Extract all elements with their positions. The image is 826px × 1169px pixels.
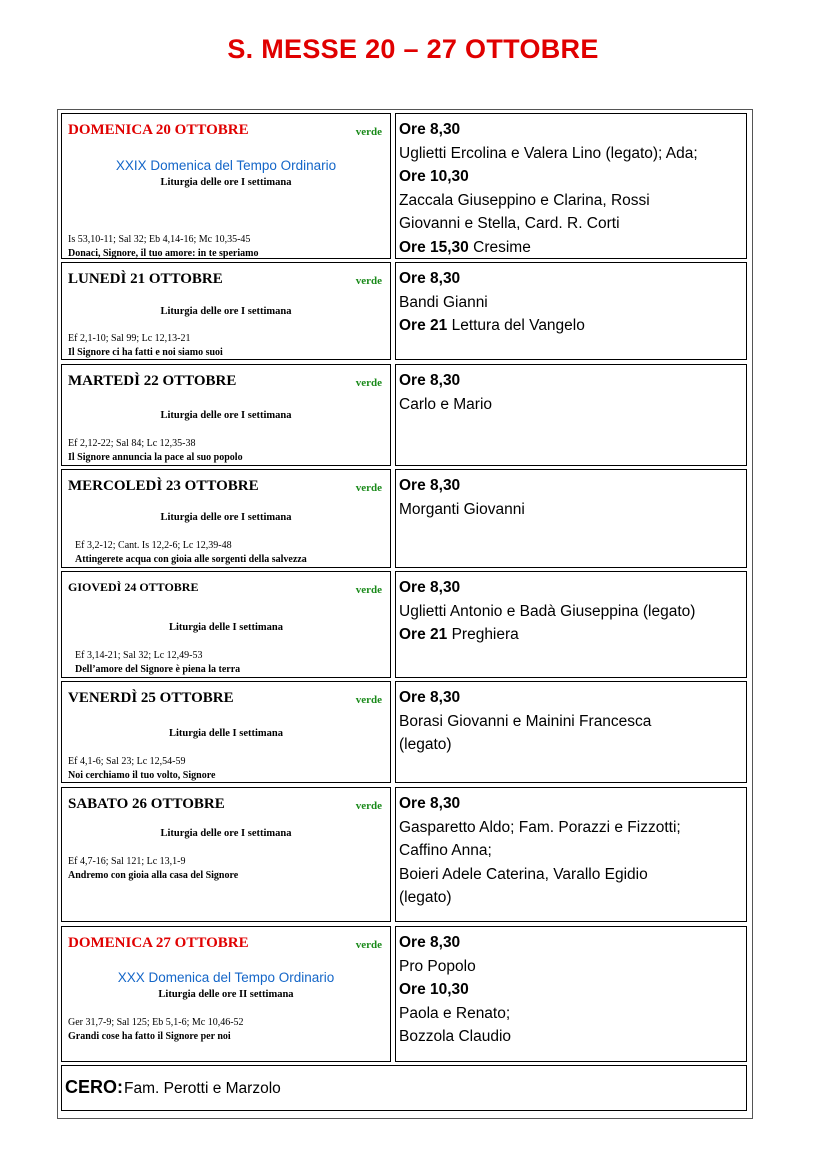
mass-intention: Bozzola Claudio [399, 1028, 512, 1045]
readings: Ef 2,1-10; Sal 99; Lc 12,13-21 [68, 333, 191, 344]
mass-line [399, 686, 745, 710]
mass-list [399, 267, 745, 338]
mass-time: Ore 15,30 [399, 238, 469, 256]
mass-line [399, 474, 745, 498]
mass-line [399, 623, 745, 647]
mass-intention: Cresime [468, 238, 531, 256]
mass-time: Ore 8,30 [399, 934, 461, 951]
day-info-cell [61, 364, 391, 466]
mass-intention: Boieri Adele Caterina, Varallo Egidio [399, 865, 648, 883]
mass-intention: Bandi Gianni [399, 293, 488, 311]
day-info-cell [61, 262, 391, 360]
liturgical-color: verde [355, 377, 382, 389]
mass-line [399, 165, 745, 189]
mass-line [399, 816, 745, 840]
mass-intention: Uglietti Antonio e Badà Giuseppina (legato) [399, 602, 696, 620]
page-title: S. MESSE 20 – 27 OTTOBRE [227, 34, 599, 64]
mass-intention: Uglietti Ercolina e Valera Lino (legato); Ada; [399, 144, 698, 162]
mass-line [399, 393, 745, 417]
sunday-name: XXX Domenica del Tempo Ordinario [117, 970, 335, 985]
psalm-response: Grandi cose ha fatto il Signore per noi [68, 1031, 231, 1042]
mass-line [399, 1025, 745, 1049]
day-info-cell [61, 469, 391, 568]
liturgy-week: Liturgia delle ore I settimana [160, 828, 292, 839]
psalm-response: Il Signore ci ha fatti e noi siamo suoi [68, 347, 223, 358]
liturgical-color: verde [355, 126, 382, 138]
mass-time: Ore 21 [399, 317, 448, 334]
liturgical-color: verde [355, 275, 382, 287]
day-label: SABATO 26 OTTOBRE [68, 796, 225, 812]
mass-cell [395, 469, 747, 568]
mass-intention: (legato) [399, 889, 452, 906]
mass-line [399, 189, 745, 213]
mass-cell [395, 262, 747, 360]
mass-line [399, 142, 745, 166]
liturgical-color: verde [355, 694, 382, 706]
liturgy-week: Liturgia delle ore I settimana [160, 177, 292, 188]
readings: Ef 3,2-12; Cant. Is 12,2-6; Lc 12,39-48 [75, 540, 232, 551]
day-info-cell [61, 571, 391, 678]
day-label: MERCOLEDÌ 23 OTTOBRE [68, 478, 259, 494]
mass-line [399, 792, 745, 816]
liturgy-week: Liturgia delle ore I settimana [160, 410, 292, 421]
mass-intention: Gasparetto Aldo; Fam. Porazzi e Fizzotti; [399, 818, 681, 836]
psalm-response: Noi cerchiamo il tuo volto, Signore [68, 770, 216, 781]
mass-list [399, 931, 745, 1049]
mass-time: Ore 8,30 [399, 795, 461, 812]
mass-time: Ore 8,30 [399, 689, 461, 706]
mass-line [399, 886, 745, 910]
liturgy-week: Liturgia delle I settimana [168, 622, 284, 633]
mass-intention: (legato) [399, 736, 452, 753]
mass-intention: Morganti Giovanni [399, 500, 525, 518]
mass-line [399, 931, 745, 955]
mass-intention: Giovanni e Stella, Card. R. Corti [399, 215, 620, 232]
day-info-cell [61, 787, 391, 922]
day-label: LUNEDÌ 21 OTTOBRE [68, 271, 223, 287]
cero-label: CERO: [65, 1077, 123, 1097]
mass-time: Ore 21 [399, 626, 448, 643]
readings: Ef 4,7-16; Sal 121; Lc 13,1-9 [68, 856, 186, 867]
mass-line [399, 118, 745, 142]
mass-line [399, 369, 745, 393]
mass-cell [395, 926, 747, 1062]
psalm-response: Attingerete acqua con gioia alle sorgenti della salvezza [75, 554, 307, 565]
mass-list [399, 118, 745, 259]
mass-intention: Borasi Giovanni e Mainini Francesca [399, 712, 652, 730]
mass-line [399, 955, 745, 979]
mass-line [399, 710, 745, 734]
readings: Ger 31,7-9; Sal 125; Eb 5,1-6; Mc 10,46-52 [68, 1017, 244, 1028]
mass-time: Ore 8,30 [399, 477, 461, 494]
liturgy-week: Liturgia delle I settimana [168, 728, 284, 739]
mass-line [399, 314, 745, 338]
mass-intention: Lettura del Vangelo [447, 317, 585, 334]
readings: Ef 3,14-21; Sal 32; Lc 12,49-53 [75, 650, 203, 661]
day-label: MARTEDÌ 22 OTTOBRE [68, 373, 237, 389]
mass-line [399, 839, 745, 863]
mass-time: Ore 8,30 [399, 270, 461, 287]
liturgical-color: verde [355, 482, 382, 494]
mass-time: Ore 10,30 [399, 981, 469, 998]
mass-line [399, 863, 745, 887]
mass-time: Ore 10,30 [399, 168, 469, 185]
liturgical-color: verde [355, 584, 382, 596]
mass-list [399, 576, 745, 647]
day-label: DOMENICA 27 OTTOBRE [68, 935, 249, 951]
psalm-response: Dell’amore del Signore è piena la terra [75, 664, 241, 675]
mass-line [399, 267, 745, 291]
liturgical-color: verde [355, 939, 382, 951]
mass-intention: Caffino Anna; [399, 842, 492, 859]
psalm-response: Andremo con gioia alla casa del Signore [68, 870, 239, 881]
mass-intention: Pro Popolo [399, 957, 476, 975]
mass-cell [395, 113, 747, 259]
mass-time: Ore 8,30 [399, 121, 461, 138]
liturgy-week: Liturgia delle ore I settimana [160, 512, 292, 523]
mass-line [399, 291, 745, 315]
mass-line [399, 1002, 745, 1026]
readings: Ef 2,12-22; Sal 84; Lc 12,35-38 [68, 438, 196, 449]
mass-line [399, 498, 745, 522]
mass-cell [395, 787, 747, 922]
day-label: VENERDÌ 25 OTTOBRE [68, 690, 234, 706]
liturgy-week: Liturgia delle ore I settimana [160, 306, 292, 317]
liturgical-color: verde [355, 800, 382, 812]
psalm-response: Il Signore annuncia la pace al suo popolo [68, 452, 243, 463]
day-label: GIOVEDÌ 24 OTTOBRE [68, 580, 199, 594]
mass-intention: Carlo e Mario [399, 395, 493, 413]
mass-time: Ore 8,30 [399, 579, 461, 596]
day-info-cell [61, 926, 391, 1062]
mass-time: Ore 8,30 [399, 372, 461, 389]
day-info-cell [61, 681, 391, 783]
readings: Is 53,10-11; Sal 32; Eb 4,14-16; Mc 10,35-45 [68, 234, 251, 245]
mass-line [399, 978, 745, 1002]
mass-line [399, 212, 745, 236]
mass-line [399, 236, 745, 260]
mass-cell [395, 571, 747, 678]
cero-value: Fam. Perotti e Marzolo [124, 1080, 281, 1097]
mass-intention: Preghiera [447, 626, 519, 643]
mass-list [399, 369, 745, 416]
mass-cell [395, 681, 747, 783]
mass-intention: Paola e Renato; [399, 1004, 511, 1022]
cero-row [61, 1065, 747, 1111]
mass-line [399, 733, 745, 757]
mass-intention: Zaccala Giuseppino e Clarina, Rossi [399, 191, 650, 209]
day-info-cell [61, 113, 391, 259]
mass-line [399, 600, 745, 624]
mass-cell [395, 364, 747, 466]
sunday-name: XXIX Domenica del Tempo Ordinario [115, 158, 337, 173]
mass-list [399, 474, 745, 521]
day-label: DOMENICA 20 OTTOBRE [68, 122, 249, 138]
mass-list [399, 686, 745, 757]
mass-list [399, 792, 745, 910]
readings: Ef 4,1-6; Sal 23; Lc 12,54-59 [68, 756, 186, 767]
mass-line [399, 576, 745, 600]
liturgy-week: Liturgia delle ore II settimana [158, 989, 294, 1000]
psalm-response: Donaci, Signore, il tuo amore: in te speriamo [68, 248, 259, 259]
